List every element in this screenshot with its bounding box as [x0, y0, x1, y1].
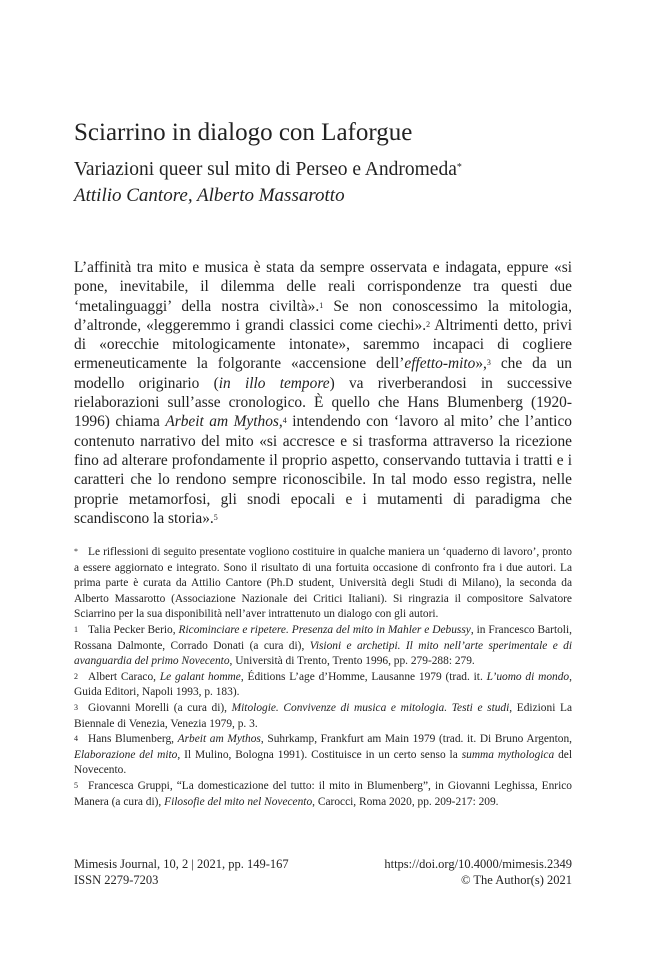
footnotes: [74, 545, 572, 810]
footnote-1: 1 Talia Pecker Berio, Ricominciare e ripetere. Presenza del mito in Mahler e Debussy, in Francesco Bartoli, Rossana Dalmonte, Corrado Donati (a cura di), Visioni e archetipi. Il mito nell’arte sperimentale e di avanguardia del primo Novecento, Università di Trento, Trento 1996, pp. 279-288: 279.: [74, 623, 572, 668]
footer-journal-info: [74, 856, 289, 888]
issn: ISSN 2279-7203: [74, 873, 159, 887]
body-paragraph: L’affinità tra mito e musica è stata da sempre osservata e indagata, eppure «si pone, inevitabile, il dilemma delle reali corrispondenze tra questi due ‘metalinguaggi’ della nostra civiltà».$^1$ Se non conoscessimo la mitologia, d’altronde, «leggeremmo i grandi classici come ciechi».$^2$ Altrimenti detto, privi di «orecchie mitologicamente intonate», saremmo incapaci di cogliere ermeneuticamente la folgorante «accensione dell’effetto-mito»,$^3$ che da un modello originario (in illo tempore) va riverberandosi in successive rielaborazioni sull’asse cronologico. È quello che Hans Blumenberg (1920-1996) chiama Arbeit am Mythos,$^4$ intendendo con ‘lavoro al mito’ che l’antico contenuto narrativo del mito «si accresce e si trasforma attraverso la ricezione fino ad alterare profondamente il proprio aspetto, conservando tuttavia i tratti e i caratteri che lo rendono sempre riconoscibile. In tal modo esso registra, nelle proprie metamorfosi, gli snodi epocali e i mutamenti di paradigma che scandiscono la storia».$^5$: [74, 259, 573, 527]
footer-doi-info: [352, 856, 572, 888]
journal-citation: Mimesis Journal, 10, 2 | 2021, pp. 149-167: [74, 857, 289, 871]
footnote-ref-5[interactable]: 5: [213, 512, 218, 522]
footnote-star: * Le riflessioni di seguito presentate vogliono costituire in qualche maniera un ‘quaderno di lavoro’, pronto a essere aggiornato e integrato. Sono il risultato di una fortuita occasione di confronto fra i due autori. La prima parte è curata da Attilio Cantore (Ph.D student, Università degli Studi di Milano), la seconda da Alberto Massarotto (Associazione Nazionale dei Critici Italiani). Si ringrazia il compositore Salvatore Sciarrino per la sua disponibilità nell’aver intrattenuto un dialogo con gli autori.: [74, 546, 572, 621]
footnote-2: 2 Albert Caraco, Le galant homme, Éditions L’age d’Homme, Lausanne 1979 (trad. it. L’uomo di mondo, Guida Editori, Napoli 1993, p. 183).: [74, 670, 572, 699]
footnote-3: 3 Giovanni Morelli (a cura di), Mitologie. Convivenze di musica e mitologia. Testi e studi, Edizioni La Biennale di Venezia, Venezia 1979, p. 3.: [74, 701, 573, 730]
article-authors: Attilio Cantore, Alberto Massarotto: [74, 185, 345, 206]
article-subtitle: Variazioni queer sul mito di Perseo e Andromeda*: [74, 159, 462, 180]
subtitle-footnote-mark[interactable]: *: [456, 162, 462, 173]
copyright: © The Author(s) 2021: [461, 873, 572, 887]
footnote-ref-3[interactable]: 3: [486, 358, 491, 368]
doi-link[interactable]: https://doi.org/10.4000/mimesis.2349: [384, 857, 572, 871]
footnote-4: 4 Hans Blumenberg, Arbeit am Mythos, Suhrkamp, Frankfurt am Main 1979 (trad. it. Di Bruno Argenton, Elaborazione del mito, Il Mulino, Bologna 1991). Costituisce in un certo senso la summa mythologica del Novecento.: [74, 733, 573, 777]
article-title: Sciarrino in dialogo con Laforgue: [74, 119, 413, 146]
footnote-ref-4[interactable]: 4: [282, 416, 287, 426]
footnote-ref-2[interactable]: 2: [426, 319, 431, 329]
footnote-ref-1[interactable]: 1: [319, 300, 324, 310]
footnote-5: 5 Francesca Gruppi, “La domesticazione del tutto: il mito in Blumenberg”, in Giovanni Leghissa, Enrico Manera (a cura di), Filosofie del mito nel Novecento, Carocci, Roma 2020, pp. 209-217: 209.: [74, 779, 572, 808]
